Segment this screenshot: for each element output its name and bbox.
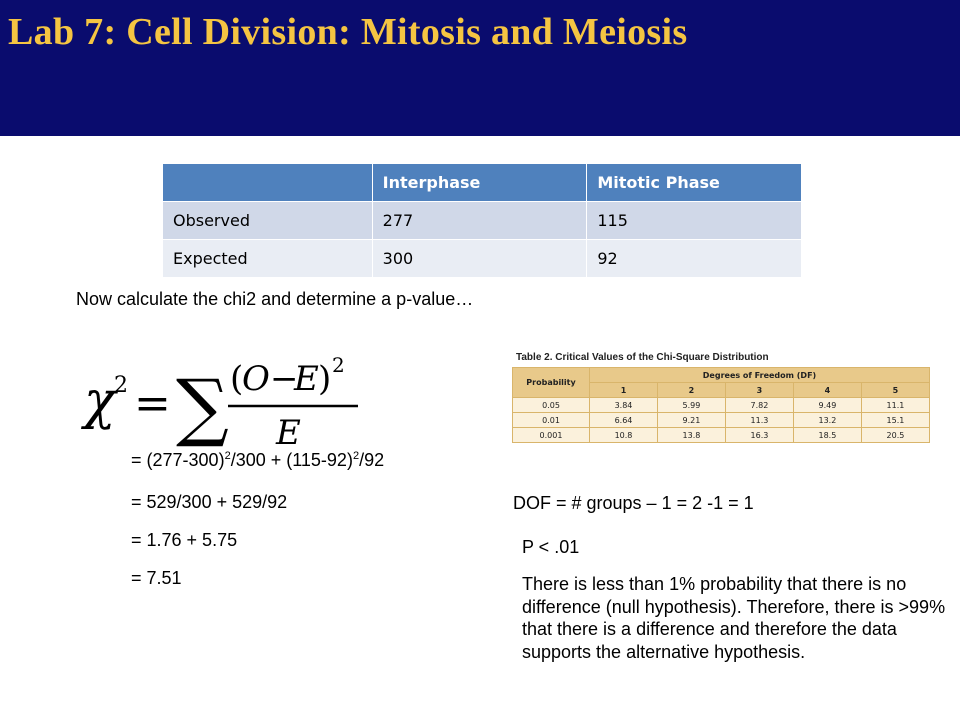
table-cell: 6.64 (590, 413, 658, 428)
svg-text:2: 2 (332, 353, 345, 377)
table-cell: 7.82 (725, 398, 793, 413)
critical-values-table (512, 367, 930, 443)
slide-title: Lab 7: Cell Division: Mitosis and Meiosis (8, 11, 688, 53)
table-cell: 9.49 (793, 398, 861, 413)
table-cell: 5.99 (657, 398, 725, 413)
critical-values-figure (512, 352, 932, 443)
table-cell: 92 (587, 240, 802, 278)
table-cell: 0.01 (513, 413, 590, 428)
table-cell: 0.05 (513, 398, 590, 413)
title-bar (0, 0, 960, 136)
p-value-text: P < .01 (522, 537, 580, 557)
table-cell: 13.2 (793, 413, 861, 428)
table-cell: 11.1 (861, 398, 929, 413)
table-cell: 300 (372, 240, 587, 278)
table-cell: 10.8 (590, 428, 658, 443)
df-header: Degrees of Freedom (DF) (590, 368, 930, 383)
calc-step-1: = $(277-300)^2/300 + (115-92)^2/92$ (131, 450, 385, 470)
calc-step-3: = 1.76 + 5.75 (131, 530, 238, 550)
table-cell: 277 (372, 202, 587, 240)
svg-text:O: O (242, 359, 270, 399)
table-cell: 3.84 (590, 398, 658, 413)
table-cell: 9.21 (657, 413, 725, 428)
critical-values-title: Table 2. Critical Values of the Chi-Square Distribution (516, 352, 769, 363)
probability-header: Probability (513, 368, 590, 398)
svg-text:E: E (294, 359, 319, 399)
svg-text:=: = (134, 378, 171, 429)
table-row (513, 428, 930, 443)
table-cell: 11.3 (725, 413, 793, 428)
svg-text:∑: ∑ (176, 364, 229, 450)
table-cell: 0.001 (513, 428, 590, 443)
table-cell: Observed (163, 202, 373, 240)
svg-text:−: − (270, 359, 299, 399)
df-label: 5 (861, 383, 929, 398)
svg-text:E: E (276, 413, 301, 453)
df-label: 1 (590, 383, 658, 398)
table-header-cell: Interphase (372, 164, 587, 202)
table-cell: 13.8 (657, 428, 725, 443)
table-row (163, 202, 802, 240)
table-header-cell (163, 164, 373, 202)
table-cell: 16.3 (725, 428, 793, 443)
table-cell: 18.5 (793, 428, 861, 443)
svg-text:): ) (318, 359, 332, 399)
degrees-of-freedom-text: DOF = # groups – 1 = 2 -1 = 1 (513, 493, 754, 513)
calc-step-4: = 7.51 (131, 568, 182, 588)
df-label: 2 (657, 383, 725, 398)
df-label: 4 (793, 383, 861, 398)
table-cell: 20.5 (861, 428, 929, 443)
table-header-cell: Mitotic Phase (587, 164, 802, 202)
table-row (513, 398, 930, 413)
table-row (163, 240, 802, 278)
svg-text:(: ( (230, 359, 244, 399)
instruction-text: Now calculate the chi2 and determine a p-value… (76, 289, 474, 309)
table-row (513, 413, 930, 428)
svg-text:χ: χ (84, 371, 116, 431)
table-cell: Expected (163, 240, 373, 278)
conclusion-text: There is less than 1% probability that there is no difference (null hypothesis). Therefore, there is >99% that there is a difference and therefore the data supports the alternative hypothesis. (522, 574, 946, 662)
df-label: 3 (725, 383, 793, 398)
table-header-row (163, 164, 802, 202)
svg-text:2: 2 (114, 373, 128, 398)
observed-expected-table (162, 163, 802, 278)
chi-square-formula (80, 350, 380, 460)
table-cell: 115 (587, 202, 802, 240)
table-cell: 15.1 (861, 413, 929, 428)
calc-step-2: = 529/300 + 529/92 (131, 492, 288, 512)
